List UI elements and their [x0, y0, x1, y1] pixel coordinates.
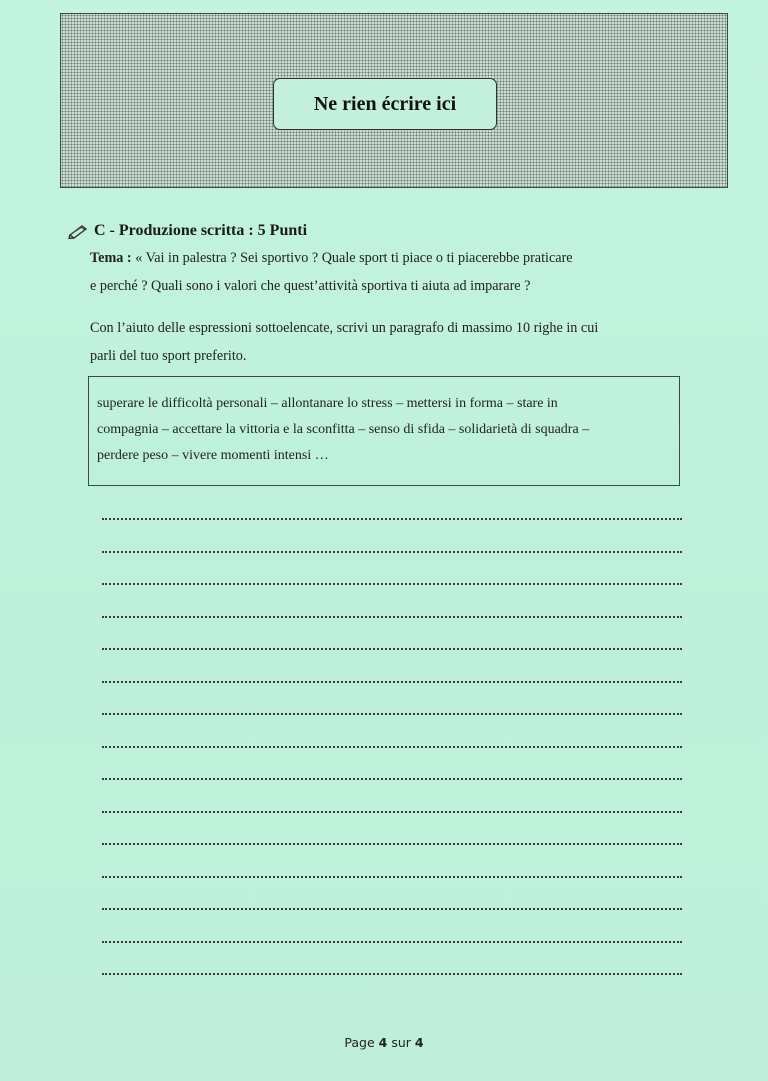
- writing-line[interactable]: [102, 811, 682, 813]
- writing-line[interactable]: [102, 843, 682, 845]
- instruction-paragraph: [90, 316, 700, 368]
- footer-of-word: sur: [391, 1035, 411, 1050]
- writing-line[interactable]: [102, 583, 682, 585]
- writing-line[interactable]: [102, 681, 682, 683]
- writing-line[interactable]: [102, 908, 682, 910]
- page-footer: [0, 1035, 768, 1050]
- section-title: C - Produzione scritta : 5 Punti: [94, 222, 308, 239]
- instruction-line-2: parli del tuo sport preferito.: [90, 348, 247, 364]
- writing-line[interactable]: [102, 973, 682, 975]
- writing-line[interactable]: [102, 941, 682, 943]
- tema-paragraph: [90, 246, 700, 298]
- writing-line[interactable]: [102, 876, 682, 878]
- expressions-line-1: superare le difficoltà personali – allontanare lo stress – mettersi in forma – stare in: [97, 396, 558, 411]
- writing-line[interactable]: [102, 746, 682, 748]
- pencil-icon: [68, 223, 90, 239]
- writing-line[interactable]: [102, 616, 682, 618]
- tema-line-1: [90, 246, 700, 270]
- expressions-line-2: compagnia – accettare la vittoria e la sconfitta – senso di sfida – solidarietà di squadra –: [97, 422, 590, 437]
- footer-page-total: 4: [414, 1035, 424, 1050]
- footer-page-number: 4: [378, 1035, 388, 1050]
- tema-line-2: e perché ? Quali sono i valori che quest’attività sportiva ti aiuta ad imparare ?: [90, 278, 531, 294]
- do-not-write-label: Ne rien écrire ici: [273, 78, 497, 130]
- writing-line[interactable]: [102, 713, 682, 715]
- section-heading: [68, 222, 307, 240]
- writing-line[interactable]: [102, 551, 682, 553]
- tema-text-1: « Vai in palestra ? Sei sportivo ? Quale sport ti piace o ti piacerebbe praticare: [135, 250, 573, 266]
- reserved-area: [60, 13, 728, 188]
- expressions-line-3: perdere peso – vivere momenti intensi …: [97, 448, 329, 463]
- instruction-line-1: Con l’aiuto delle espressioni sottoelencate, scrivi un paragrafo di massimo 10 righe in cui: [90, 320, 599, 336]
- expressions-box: [88, 376, 680, 486]
- writing-line[interactable]: [102, 778, 682, 780]
- writing-line[interactable]: [102, 648, 682, 650]
- footer-page-word: Page: [344, 1035, 375, 1050]
- writing-line[interactable]: [102, 518, 682, 520]
- tema-label: Tema :: [90, 250, 132, 266]
